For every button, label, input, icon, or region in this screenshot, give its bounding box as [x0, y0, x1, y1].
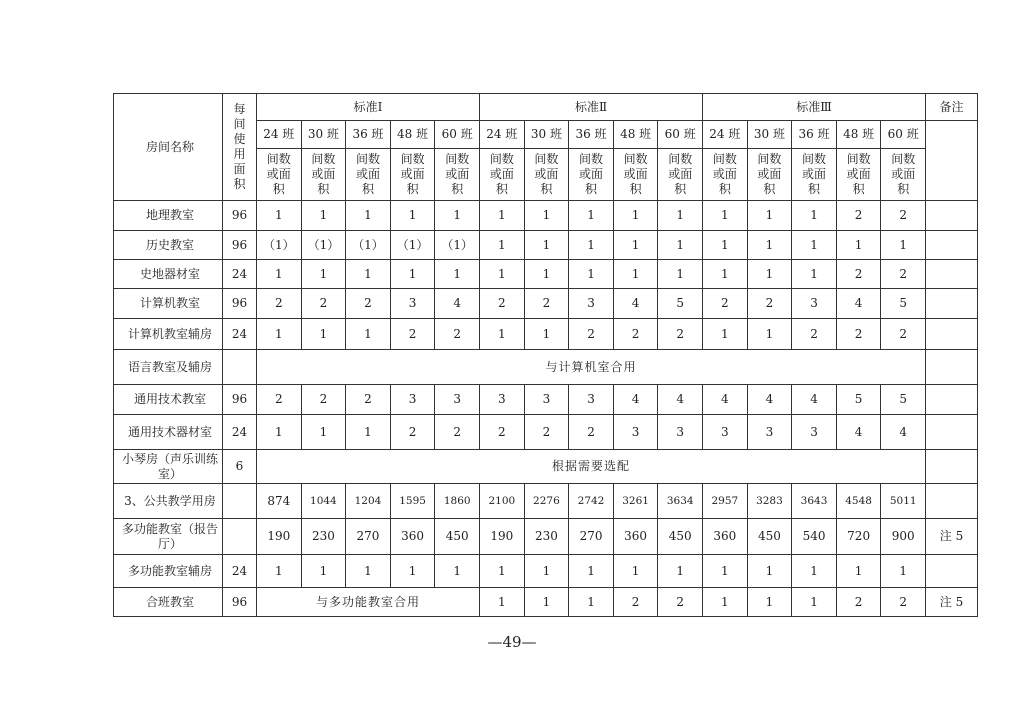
room-name-cell: 计算机教室 [114, 289, 223, 319]
value-cell: 3261 [613, 484, 658, 519]
value-cell: 1 [658, 555, 703, 588]
value-cell: 3 [435, 385, 480, 415]
unit-header: 间数 或面 积 [346, 149, 391, 201]
value-cell: 720 [836, 519, 881, 555]
value-cell: 2 [613, 588, 658, 617]
unit-header: 间数 或面 积 [480, 149, 525, 201]
value-cell: 1 [703, 319, 748, 350]
value-cell: 1 [569, 260, 614, 289]
value-cell: 900 [881, 519, 926, 555]
value-cell: 1 [524, 260, 569, 289]
unit-header: 间数 或面 积 [301, 149, 346, 201]
area-cell [223, 484, 257, 519]
room-name-cell: 语言教室及辅房 [114, 350, 223, 385]
unit-header: 间数 或面 积 [658, 149, 703, 201]
value-cell: 1 [703, 231, 748, 260]
value-cell: 2 [390, 415, 435, 450]
value-cell: 4 [658, 385, 703, 415]
value-cell: 2 [836, 260, 881, 289]
value-cell: 2 [747, 289, 792, 319]
value-cell: 3 [390, 289, 435, 319]
value-cell: 1 [613, 231, 658, 260]
value-cell: 2 [836, 588, 881, 617]
value-cell: 2 [881, 588, 926, 617]
room-name-header: 房间名称 [114, 94, 223, 201]
unit-header: 间数 或面 积 [881, 149, 926, 201]
value-cell: 1 [613, 201, 658, 231]
value-cell: 1 [836, 231, 881, 260]
merged-cell: 与计算机室合用 [257, 350, 926, 385]
unit-header: 间数 或面 积 [524, 149, 569, 201]
area-header-label: 每 间 使 用 面 积 [233, 102, 246, 191]
value-cell: 1 [792, 260, 837, 289]
value-cell: 1595 [390, 484, 435, 519]
unit-header: 间数 或面 积 [390, 149, 435, 201]
value-cell: 2 [390, 319, 435, 350]
standard-3-header: 标准Ⅲ [703, 94, 926, 121]
room-name-cell: 多功能教室（报告厅） [114, 519, 223, 555]
table-row [114, 350, 978, 385]
area-cell: 96 [223, 289, 257, 319]
value-cell: 2 [836, 201, 881, 231]
unit-header: 间数 或面 积 [836, 149, 881, 201]
table-row [114, 415, 978, 450]
value-cell: 1 [390, 555, 435, 588]
value-cell: 4 [747, 385, 792, 415]
value-cell: 450 [435, 519, 480, 555]
value-cell: 2 [301, 385, 346, 415]
class-header: 36 班 [792, 121, 837, 149]
header-row-standards [114, 94, 978, 121]
value-cell: 450 [747, 519, 792, 555]
value-cell: 1 [480, 260, 525, 289]
value-cell: 2 [658, 588, 703, 617]
value-cell: 1 [257, 555, 302, 588]
note-cell [926, 289, 978, 319]
room-name-cell: 历史教室 [114, 231, 223, 260]
value-cell: 3 [747, 415, 792, 450]
table-row [114, 319, 978, 350]
value-cell: 2 [836, 319, 881, 350]
value-cell: 1 [703, 588, 748, 617]
value-cell: 1 [346, 260, 391, 289]
note-header: 备注 [926, 94, 978, 121]
value-cell: 2957 [703, 484, 748, 519]
value-cell: 3 [792, 289, 837, 319]
value-cell: 190 [257, 519, 302, 555]
value-cell: 1 [747, 201, 792, 231]
value-cell: 1 [613, 555, 658, 588]
value-cell: 2 [346, 385, 391, 415]
value-cell: 1 [524, 231, 569, 260]
area-cell [223, 519, 257, 555]
value-cell: 2 [435, 415, 480, 450]
value-cell: 3643 [792, 484, 837, 519]
value-cell: 1 [480, 555, 525, 588]
value-cell: 2 [881, 260, 926, 289]
value-cell: 360 [613, 519, 658, 555]
value-cell: 874 [257, 484, 302, 519]
value-cell: 4 [435, 289, 480, 319]
note-cell [926, 415, 978, 450]
value-cell: （1） [390, 231, 435, 260]
value-cell: 3 [569, 289, 614, 319]
unit-header: 间数 或面 积 [435, 149, 480, 201]
value-cell: 1 [747, 231, 792, 260]
value-cell: 1 [569, 201, 614, 231]
note-cell [926, 350, 978, 385]
merged-cell: 根据需要选配 [257, 450, 926, 484]
table-row [114, 519, 978, 555]
value-cell: 1 [346, 555, 391, 588]
table-row [114, 201, 978, 231]
class-header: 48 班 [390, 121, 435, 149]
value-cell: 1 [658, 260, 703, 289]
room-name-cell: 通用技术教室 [114, 385, 223, 415]
value-cell: 2 [257, 385, 302, 415]
room-name-cell: 通用技术器材室 [114, 415, 223, 450]
value-cell: 1 [390, 260, 435, 289]
value-cell: 1 [257, 415, 302, 450]
area-cell: 24 [223, 555, 257, 588]
value-cell: 3 [480, 385, 525, 415]
class-header: 24 班 [257, 121, 302, 149]
class-header: 30 班 [747, 121, 792, 149]
table-row [114, 484, 978, 519]
area-cell: 6 [223, 450, 257, 484]
value-cell: 1 [301, 415, 346, 450]
table-row [114, 555, 978, 588]
standard-2-header: 标准Ⅱ [480, 94, 703, 121]
value-cell: 4 [613, 289, 658, 319]
value-cell: 1 [747, 260, 792, 289]
area-cell [223, 350, 257, 385]
table-row [114, 588, 978, 617]
room-name-cell: 3、公共教学用房 [114, 484, 223, 519]
merged-cell: 与多功能教室合用 [257, 588, 480, 617]
value-cell: 270 [569, 519, 614, 555]
unit-header: 间数 或面 积 [257, 149, 302, 201]
area-cell: 96 [223, 588, 257, 617]
value-cell: 1 [881, 555, 926, 588]
value-cell: 1 [524, 555, 569, 588]
table-row [114, 231, 978, 260]
value-cell: 1 [569, 555, 614, 588]
standards-table [113, 93, 978, 617]
value-cell: 2100 [480, 484, 525, 519]
value-cell: 360 [703, 519, 748, 555]
value-cell: 4 [836, 415, 881, 450]
value-cell: 1 [346, 415, 391, 450]
value-cell: 3283 [747, 484, 792, 519]
value-cell: 2 [524, 415, 569, 450]
value-cell: 1 [658, 201, 703, 231]
value-cell: 1 [792, 588, 837, 617]
area-cell: 96 [223, 231, 257, 260]
room-name-cell: 地理教室 [114, 201, 223, 231]
value-cell: 2 [703, 289, 748, 319]
value-cell: （1） [435, 231, 480, 260]
value-cell: 360 [390, 519, 435, 555]
note-cell [926, 319, 978, 350]
value-cell: 1 [480, 231, 525, 260]
value-cell: 1 [480, 588, 525, 617]
value-cell: 4 [792, 385, 837, 415]
value-cell: 1 [569, 588, 614, 617]
value-cell: 3 [613, 415, 658, 450]
unit-header: 间数 或面 积 [792, 149, 837, 201]
value-cell: 2 [480, 289, 525, 319]
value-cell: 2742 [569, 484, 614, 519]
class-header: 60 班 [658, 121, 703, 149]
value-cell: 230 [301, 519, 346, 555]
note-cell [926, 231, 978, 260]
room-name-cell: 计算机教室辅房 [114, 319, 223, 350]
class-header: 48 班 [613, 121, 658, 149]
value-cell: 1 [613, 260, 658, 289]
class-header: 24 班 [703, 121, 748, 149]
note-cell: 注 5 [926, 519, 978, 555]
note-cell [926, 484, 978, 519]
value-cell: 270 [346, 519, 391, 555]
note-cell [926, 385, 978, 415]
value-cell: 190 [480, 519, 525, 555]
value-cell: 1 [703, 555, 748, 588]
value-cell: 2 [569, 319, 614, 350]
value-cell: 4548 [836, 484, 881, 519]
class-header: 30 班 [301, 121, 346, 149]
value-cell: 1 [435, 260, 480, 289]
class-header: 36 班 [346, 121, 391, 149]
value-cell: 2 [569, 415, 614, 450]
value-cell: 2 [613, 319, 658, 350]
value-cell: 1 [792, 201, 837, 231]
class-header: 48 班 [836, 121, 881, 149]
class-header: 60 班 [435, 121, 480, 149]
value-cell: 2 [524, 289, 569, 319]
value-cell: 1 [435, 555, 480, 588]
value-cell: 1 [346, 319, 391, 350]
value-cell: （1） [301, 231, 346, 260]
value-cell: 1 [390, 201, 435, 231]
table-row [114, 385, 978, 415]
value-cell: 1 [524, 319, 569, 350]
unit-header: 间数 或面 积 [703, 149, 748, 201]
area-cell: 24 [223, 415, 257, 450]
note-cell [926, 260, 978, 289]
value-cell: 540 [792, 519, 837, 555]
value-cell: 1 [524, 588, 569, 617]
note-cell [926, 450, 978, 484]
value-cell: 3 [703, 415, 748, 450]
value-cell: 2 [881, 319, 926, 350]
value-cell: 1 [257, 260, 302, 289]
value-cell: 2 [435, 319, 480, 350]
value-cell: 4 [613, 385, 658, 415]
value-cell: 3 [390, 385, 435, 415]
value-cell: 2 [257, 289, 302, 319]
value-cell: 1 [301, 319, 346, 350]
value-cell: 1 [480, 319, 525, 350]
value-cell: 4 [703, 385, 748, 415]
value-cell: 4 [881, 415, 926, 450]
page-number: —49— [487, 633, 537, 651]
value-cell: 1204 [346, 484, 391, 519]
value-cell: 2 [301, 289, 346, 319]
value-cell: 1860 [435, 484, 480, 519]
value-cell: 2 [792, 319, 837, 350]
table-row [114, 289, 978, 319]
value-cell: （1） [257, 231, 302, 260]
value-cell: 4 [836, 289, 881, 319]
note-cell [926, 555, 978, 588]
area-cell: 96 [223, 385, 257, 415]
room-name-cell: 多功能教室辅房 [114, 555, 223, 588]
value-cell: 1 [257, 201, 302, 231]
value-cell: 1 [301, 555, 346, 588]
room-name-cell: 小琴房（声乐训练室） [114, 450, 223, 484]
value-cell: 1 [658, 231, 703, 260]
class-header: 36 班 [569, 121, 614, 149]
standard-1-header: 标准Ⅰ [257, 94, 480, 121]
value-cell: 1 [301, 260, 346, 289]
value-cell: 1 [703, 201, 748, 231]
class-header: 30 班 [524, 121, 569, 149]
unit-header: 间数 或面 积 [569, 149, 614, 201]
value-cell: 230 [524, 519, 569, 555]
note-cell [926, 201, 978, 231]
value-cell: 1 [747, 319, 792, 350]
value-cell: 3 [792, 415, 837, 450]
value-cell: 450 [658, 519, 703, 555]
area-cell: 96 [223, 201, 257, 231]
value-cell: 1 [524, 201, 569, 231]
value-cell: 1044 [301, 484, 346, 519]
value-cell: 3 [658, 415, 703, 450]
note-header-blank [926, 121, 978, 201]
value-cell: 1 [703, 260, 748, 289]
value-cell: 1 [792, 555, 837, 588]
value-cell: 3 [524, 385, 569, 415]
class-header: 60 班 [881, 121, 926, 149]
class-header: 24 班 [480, 121, 525, 149]
value-cell: 1 [881, 231, 926, 260]
value-cell: （1） [346, 231, 391, 260]
value-cell: 1 [346, 201, 391, 231]
value-cell: 3634 [658, 484, 703, 519]
value-cell: 1 [747, 588, 792, 617]
value-cell: 5 [836, 385, 881, 415]
value-cell: 5 [881, 289, 926, 319]
table-row [114, 260, 978, 289]
value-cell: 1 [257, 319, 302, 350]
area-cell: 24 [223, 260, 257, 289]
unit-header: 间数 或面 积 [613, 149, 658, 201]
unit-header: 间数 或面 积 [747, 149, 792, 201]
value-cell: 2 [658, 319, 703, 350]
value-cell: 2 [480, 415, 525, 450]
area-header [223, 94, 257, 201]
value-cell: 2 [346, 289, 391, 319]
value-cell: 3 [569, 385, 614, 415]
value-cell: 1 [747, 555, 792, 588]
room-name-cell: 合班教室 [114, 588, 223, 617]
table-row [114, 450, 978, 484]
value-cell: 5011 [881, 484, 926, 519]
value-cell: 1 [792, 231, 837, 260]
value-cell: 2 [881, 201, 926, 231]
value-cell: 1 [301, 201, 346, 231]
value-cell: 1 [480, 201, 525, 231]
area-cell: 24 [223, 319, 257, 350]
value-cell: 1 [569, 231, 614, 260]
value-cell: 2276 [524, 484, 569, 519]
value-cell: 5 [881, 385, 926, 415]
value-cell: 5 [658, 289, 703, 319]
value-cell: 1 [836, 555, 881, 588]
note-cell: 注 5 [926, 588, 978, 617]
value-cell: 1 [435, 201, 480, 231]
room-name-cell: 史地器材室 [114, 260, 223, 289]
